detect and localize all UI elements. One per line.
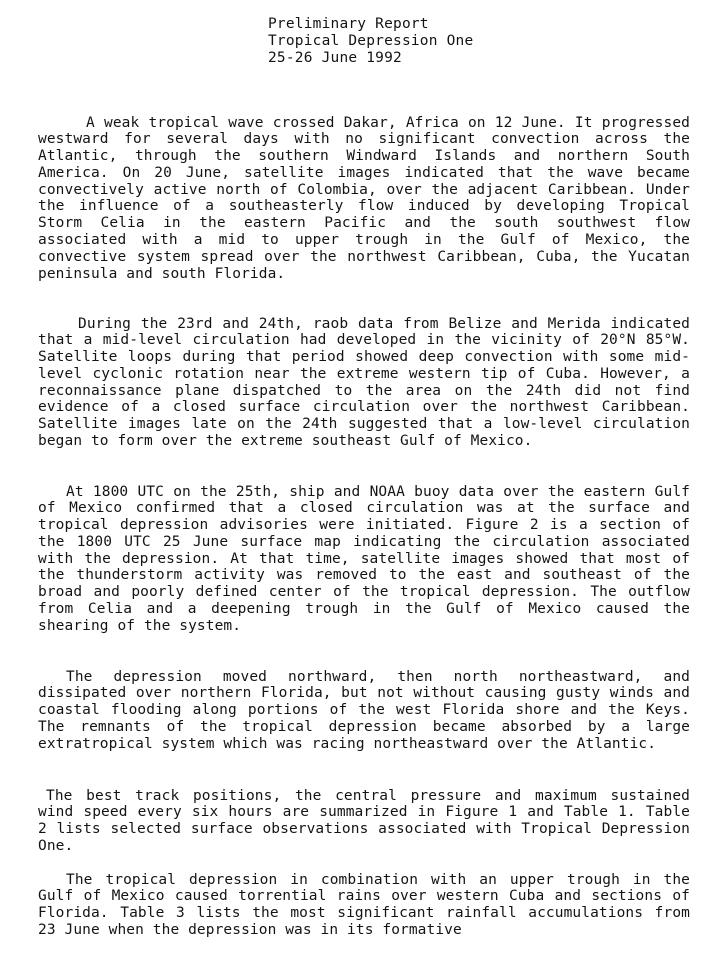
body-paragraph-5: The best track positions, the central pressure and maximum sustained wind speed every six hours are summarized in Figure 1 and Table 1. Table 2 lists selected surface observations associated with Tropical Depression One. (38, 787, 690, 854)
report-dates: 25-26 June 1992 (268, 50, 402, 66)
body-paragraph-6: The tropical depression in combination with an upper trough in the Gulf of Mexico caused torrential rains over western Cuba and sections of Florida. Table 3 lists the most significant rainfall accumulations from 23 June when the depression was in its formative (38, 871, 690, 938)
body-paragraph-4: The depression moved northward, then north northeastward, and dissipated over northern Florida, but not without causing gusty winds and coastal flooding along portions of the west Florida shore and the Keys. The remnants of the tropical depression became absorbed by a large extratropical system which was racing northeastward over the Atlantic. (38, 668, 690, 752)
body-paragraph-3: At 1800 UTC on the 25th, ship and NOAA buoy data over the eastern Gulf of Mexico confirmed that a closed circulation was at the surface and tropical depression advisories were initiated. Figure 2 is a section of the 1800 UTC 25 June surface map indicating the circulation associated with the depression. At that time, satellite images showed that most of the thunderstorm activity was removed to the east and southeast of the broad and poorly defined center of the tropical depression. The outflow from Celia and a deepening trough in the Gulf of Mexico caused the shearing of the system. (38, 483, 690, 634)
storm-name: Tropical Depression One (268, 33, 474, 49)
report-header (268, 16, 473, 67)
body-paragraph-1: A weak tropical wave crossed Dakar, Africa on 12 June. It progressed westward for several days with no significant convection across the Atlantic, through the southern Windward Islands and northern South America. On 20 June, satellite images indicated that the wave became convectively active north of Colombia, over the adjacent Caribbean. Under the influence of a southeasterly flow induced by developing Tropical Storm Celia in the eastern Pacific and the south southwest flow associated with a mid to upper trough in the Gulf of Mexico, the convective system spread over the northwest Caribbean, Cuba, the Yucatan peninsula and south Florida. (38, 114, 690, 282)
report-title: Preliminary Report (268, 16, 429, 32)
body-paragraph-2: During the 23rd and 24th, raob data from Belize and Merida indicated that a mid-level circulation had developed in the vicinity of 20°N 85°W. Satellite loops during that period showed deep convection with some mid-level cyclonic rotation near the extreme western tip of Cuba. However, a reconnaissance plane dispatched to the area on the 24th did not find evidence of a closed surface circulation over the northwest Caribbean. Satellite images late on the 24th suggested that a low-level circulation began to form over the extreme southeast Gulf of Mexico. (38, 315, 690, 450)
